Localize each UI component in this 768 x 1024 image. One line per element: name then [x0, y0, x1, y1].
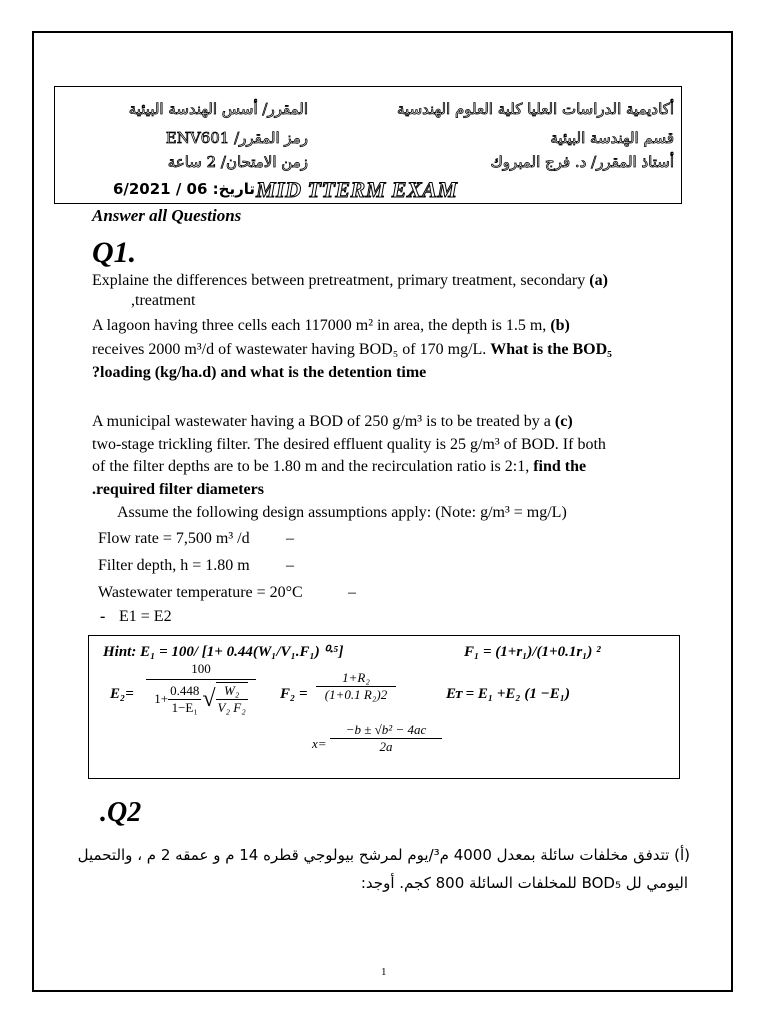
- header-date: تاريخ: 06 / 6/2021: [112, 180, 255, 198]
- instructions: Answer all Questions: [92, 206, 242, 225]
- e2-denominator: [146, 682, 256, 716]
- q1c-line2: two-stage trickling filter. The desired effluent quality is 25 g/m³ of BOD. If both: [92, 436, 606, 453]
- q1c-line1: [92, 412, 573, 432]
- q1-label: Q1.: [92, 236, 137, 269]
- assumption-depth: Filter depth, h = 1.80 m: [98, 557, 250, 574]
- q1b-tag: (b): [550, 317, 570, 334]
- q1a-line2: ,treatment: [131, 292, 196, 309]
- quad-label: x=: [312, 736, 327, 751]
- assume-text: Assume the following design assumptions apply: (Note: g/m³ = mg/L): [117, 504, 567, 521]
- e2-sqrt-num: W₂: [216, 683, 248, 700]
- hint-e1: Hint: E₁ = 100/ [1+ 0.44(W₁/V₁.F₁) ⁰·⁵]: [103, 644, 344, 660]
- e2-numerator: 100: [146, 661, 256, 680]
- sqrt-icon: √: [202, 685, 216, 712]
- header-course: المقرر/ أسس الهندسة البيئية: [128, 100, 308, 118]
- quadratic-formula: [330, 722, 442, 755]
- q1c-text3: of the filter depths are to be 1.80 m and the recirculation ratio is 2:1,: [92, 458, 530, 475]
- q2a-line1: (أ) تتدفق مخلفات سائلة بمعدل 4000 م³/يوم لمرشح بيولوجي قطره 14 م و عمقه 2 م ، والتحميل: [77, 846, 690, 864]
- e2-inner-frac: [168, 683, 201, 716]
- e2-inner-num: 0.448: [170, 682, 200, 698]
- q1c-line3: [92, 457, 586, 477]
- hint-f2-label: F₂ =: [280, 686, 308, 702]
- q1b-line3: ?loading (kg/ha.d) and what is the detention time: [92, 364, 427, 381]
- q2-label: .Q2: [100, 797, 142, 828]
- f2-denominator: (1+0.1 R₂)2: [324, 687, 388, 702]
- q1c-text: A municipal wastewater having a BOD of 250 g/m³ is to be treated by a: [92, 413, 551, 430]
- assumption-temp: Wastewater temperature = 20°C: [98, 584, 303, 601]
- e2-formula: [146, 661, 256, 716]
- header-instructor: أستاذ المقرر/ د. فرج المبروك: [490, 153, 674, 171]
- e2-inner-den: 1−E₁: [171, 699, 198, 715]
- assumption-dash: –: [348, 584, 356, 601]
- hint-e2-label: E₂=: [110, 686, 134, 702]
- quad-denominator: 2a: [379, 739, 393, 754]
- hint-f1: F₁ = (1+r₁)/(1+0.1r₁) ²: [464, 644, 601, 660]
- header-duration: زمن الامتحان/ 2 ساعة: [167, 153, 308, 171]
- assumption-dash: –: [286, 557, 294, 574]
- exam-title: MID TTERM EXAM: [256, 177, 458, 202]
- q1a-text: Explaine the differences between pretreatment, primary treatment, secondary: [92, 272, 586, 289]
- e2-sqrt-frac: [216, 682, 248, 716]
- hint-et: Eᴛ = E₁ +E₂ (1 −E₁): [446, 686, 570, 702]
- quad-numerator: −b ± √b² − 4ac: [330, 722, 442, 739]
- e2-sqrt-den: V₂ F₂: [217, 700, 246, 715]
- q1c-line4: .required filter diameters: [92, 481, 264, 498]
- q1b-line2: [92, 340, 612, 360]
- q1b-line1: [92, 316, 570, 336]
- q2a-line2: اليومي لل BOD₅ للمخلفات السائلة 800 كجم. أوجد:: [360, 874, 688, 892]
- f2-numerator: 1+R₂: [316, 670, 396, 687]
- q1a-tag: (a): [589, 272, 608, 289]
- q1b-question: What is the BOD₅: [490, 341, 612, 358]
- header-department: قسم الهندسة البيئية: [550, 129, 674, 147]
- header-course-code: رمز المقرر/ ENV601: [165, 129, 308, 147]
- q1b-text: A lagoon having three cells each 117000 m² in area, the depth is 1.5 m,: [92, 317, 547, 334]
- assumption-bullet: -: [100, 608, 106, 625]
- e2-den-one: 1+: [154, 691, 169, 706]
- assumption-flow: Flow rate = 7,500 m³ /d: [98, 530, 250, 547]
- f2-formula: [316, 670, 396, 703]
- q1c-tag: (c): [554, 413, 573, 430]
- assumption-dash: –: [286, 530, 294, 547]
- page-number: 1: [381, 966, 387, 978]
- q1c-find: find the: [533, 458, 587, 475]
- q1a-line1: [92, 271, 608, 291]
- q1b-text2: receives 2000 m³/d of wastewater having BOD₅ of 170 mg/L.: [92, 341, 487, 358]
- assumption-efficiency: E1 = E2: [119, 608, 172, 625]
- header-academy: أكاديمية الدراسات العليا كلية العلوم الهندسية: [397, 100, 674, 118]
